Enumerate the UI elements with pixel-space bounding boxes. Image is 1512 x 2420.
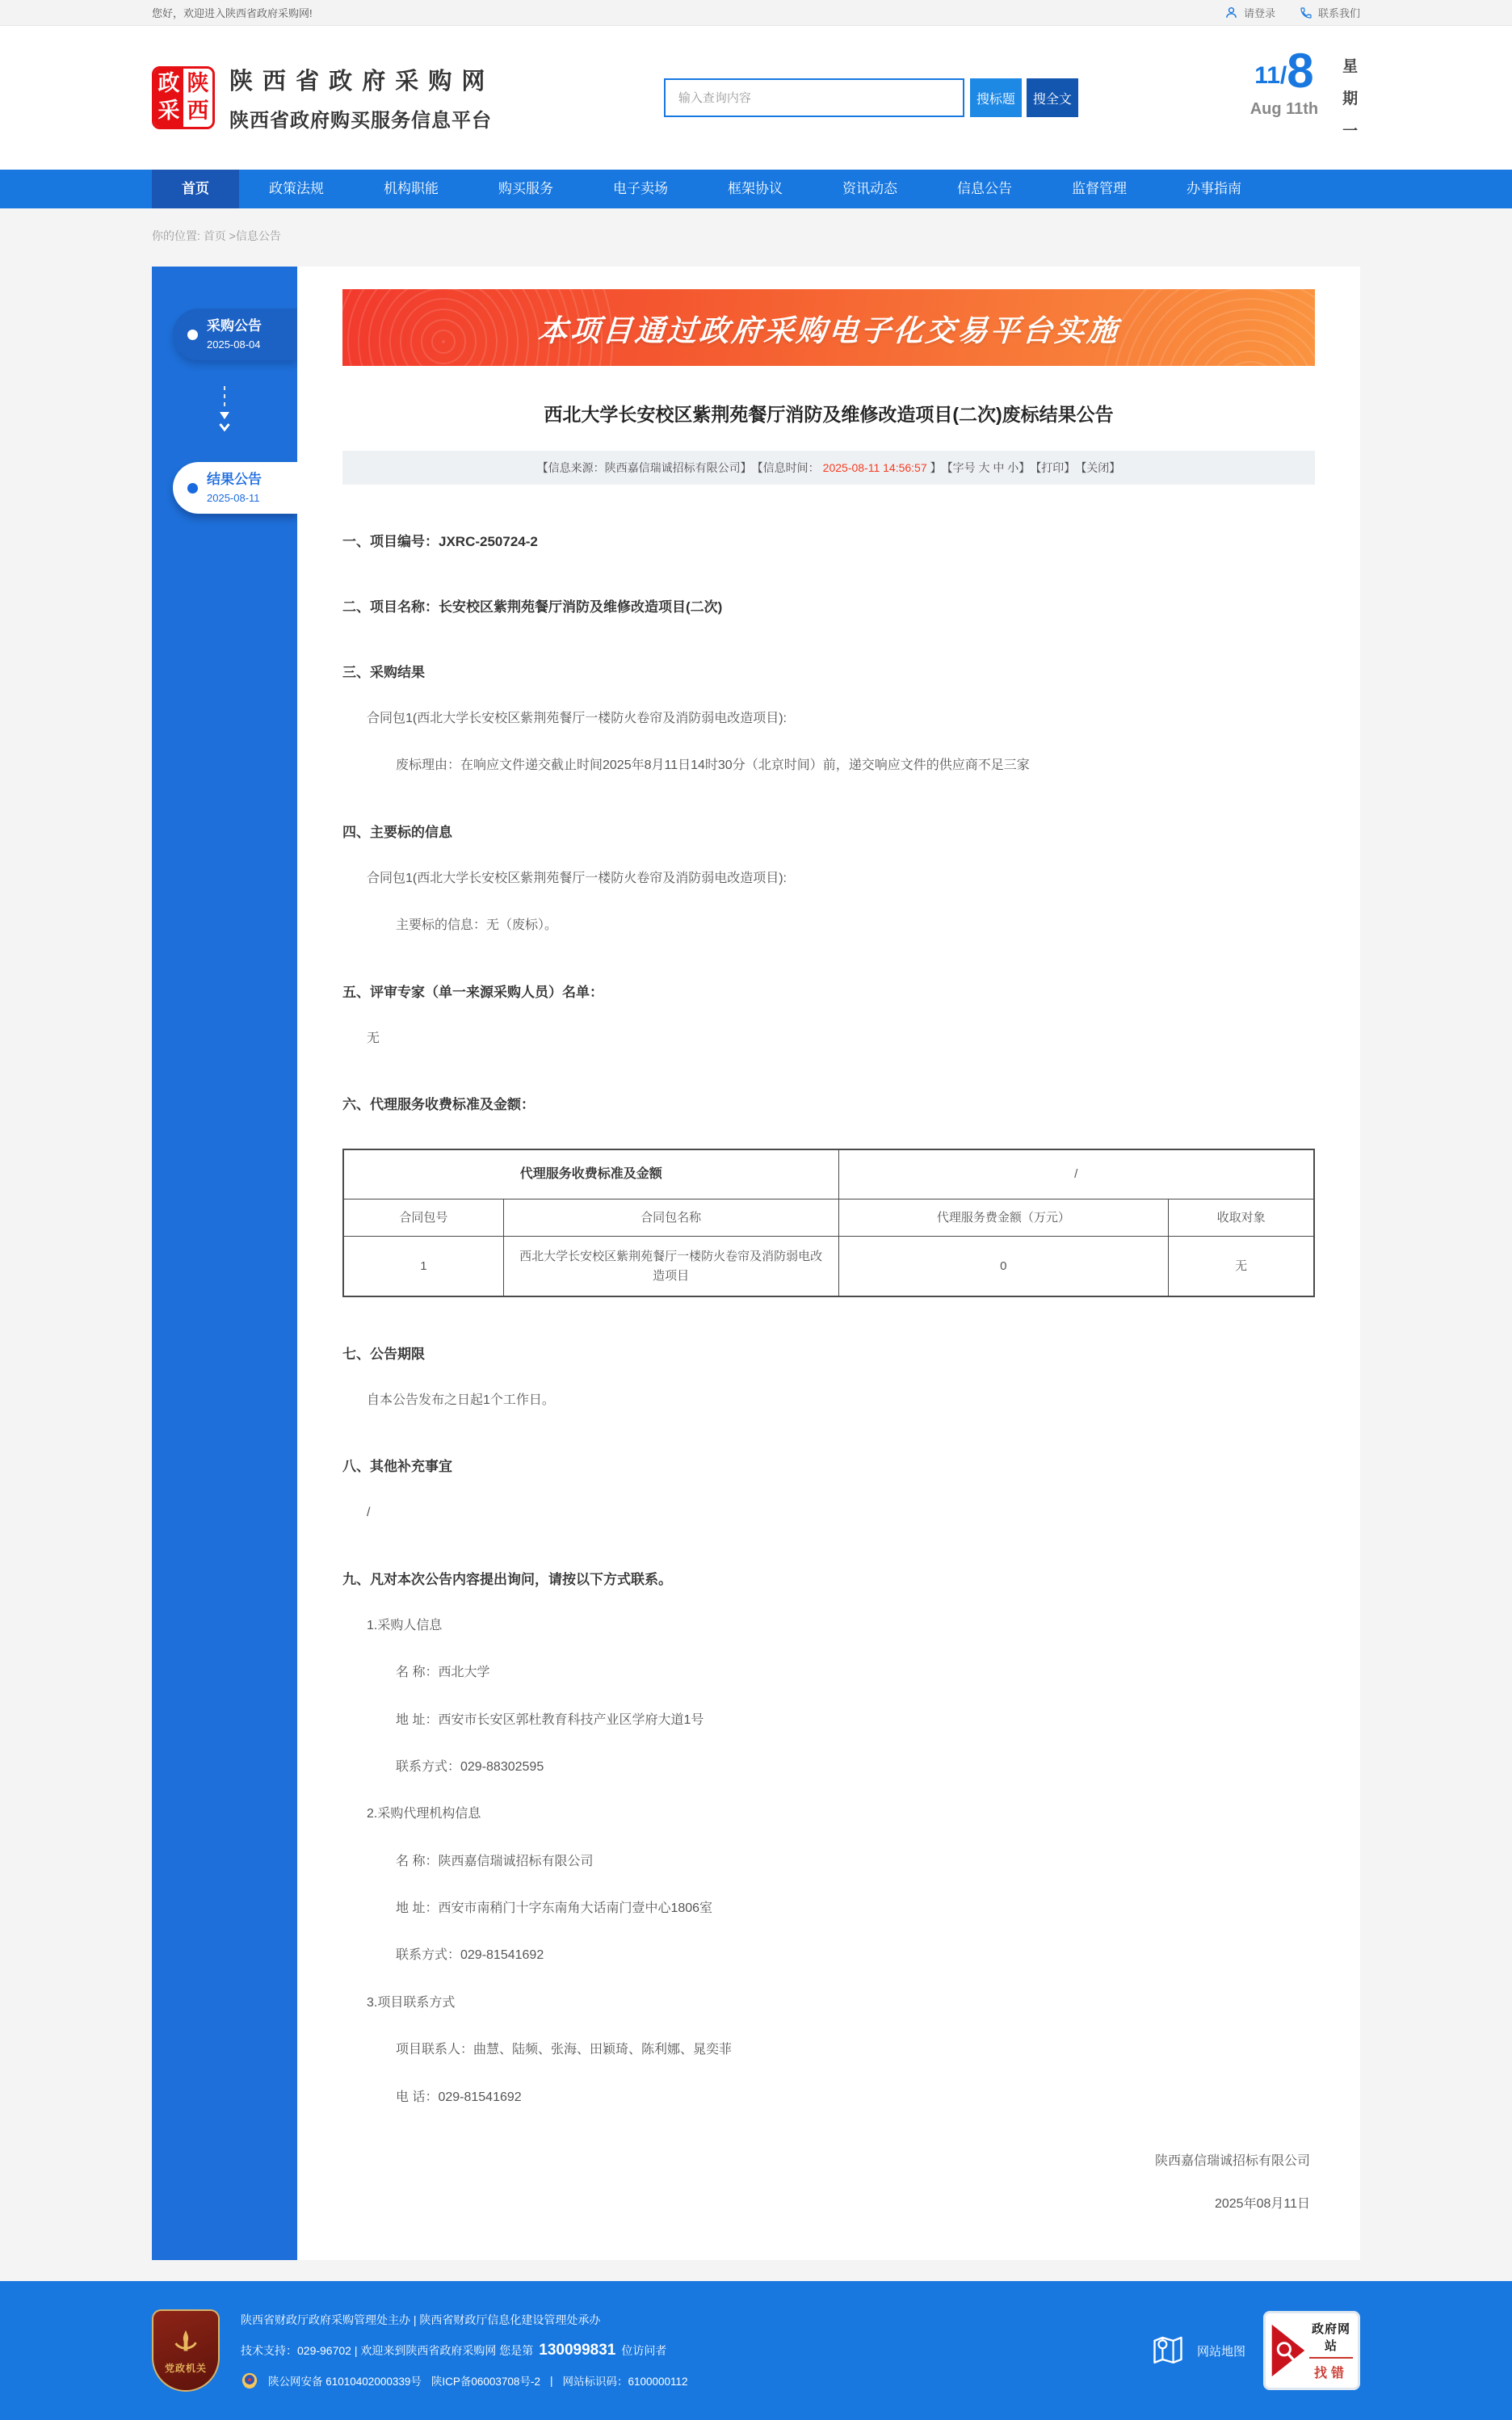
- timeline-sidebar: [152, 267, 297, 2260]
- table-header-package-no: 合同包号: [343, 1199, 503, 1237]
- section-9-heading: 九、凡对本次公告内容提出询问，请按以下方式联系。: [342, 1571, 672, 1587]
- agency-fee-table: [342, 1149, 1315, 1297]
- contact-line: 地 址：西安市长安区郭杜教育科技产业区学府大道1号: [396, 1712, 704, 1727]
- sidebar-item-result-notice[interactable]: [173, 462, 297, 514]
- search-bar: [664, 78, 1078, 117]
- breadcrumb: [152, 208, 1360, 267]
- phone-icon: [1300, 6, 1312, 19]
- nav-item-framework[interactable]: 框架协议: [728, 181, 783, 196]
- shield-label: 党政机关: [164, 2362, 207, 2374]
- contact-line: 联系方式：029-88302595: [396, 1759, 544, 1774]
- date-month: 11/: [1254, 62, 1287, 90]
- meta-timestamp: 2025-08-11 14:56:57: [822, 461, 927, 474]
- gov-site-error-report-badge[interactable]: [1263, 2311, 1360, 2390]
- meta-print-button[interactable]: 【打印】: [1030, 461, 1076, 474]
- breadcrumb-prefix: 你的位置:: [152, 229, 200, 242]
- table-header-fee-amount: 代理服务费金额（万元）: [838, 1199, 1169, 1237]
- contact-line: 名 称：陕西嘉信瑞诚招标有限公司: [396, 1854, 594, 1868]
- table-row: [343, 1237, 1314, 1296]
- signature-date: 2025年08月11日: [1214, 2197, 1310, 2212]
- section-8-heading: 八、其他补充事宜: [342, 1459, 452, 1475]
- contact-line: 联系方式：029-81541692: [396, 1948, 544, 1963]
- nav-item-guide[interactable]: 办事指南: [1186, 181, 1241, 196]
- site-subtitle: 陕西省政府购买服务信息平台: [229, 110, 492, 132]
- section-1-heading: 一、项目编号：JXRC-250724-2: [342, 534, 538, 549]
- section-2-heading: 二、项目名称：长安校区紫荆苑餐厅消防及维修改造项目(二次): [342, 599, 723, 615]
- footer-organizer-line: 陕西省财政厅政府采购管理处主办 | 陕西省财政厅信息化建设管理处承办: [241, 2313, 601, 2327]
- nav-item-announcements[interactable]: 信息公告: [957, 181, 1012, 196]
- sidebar-item-date: 2025-08-04: [207, 338, 261, 351]
- footer-support-text: 技术支持：029-96702 | 欢迎来到陕西省政府采购网 您是第: [241, 2344, 534, 2358]
- nav-item-news[interactable]: 资讯动态: [842, 181, 897, 196]
- sidebar-item-procurement-notice[interactable]: [173, 309, 297, 360]
- section-5-heading: 五、评审专家（单一来源采购人员）名单：: [342, 984, 603, 1000]
- search-input[interactable]: [664, 78, 964, 117]
- nav-item-purchase-service[interactable]: 购买服务: [498, 181, 553, 196]
- error-badge-title: 政府网站: [1309, 2320, 1353, 2359]
- sitemap-label: 网站地图: [1196, 2344, 1245, 2359]
- police-badge-icon: [241, 2372, 258, 2389]
- meta-close-button[interactable]: 【关闭】: [1075, 461, 1121, 474]
- breadcrumb-current[interactable]: 信息公告: [235, 229, 281, 242]
- date-widget: [1250, 44, 1360, 148]
- table-cell-fee-amount: 0: [838, 1237, 1169, 1296]
- brand: [152, 63, 492, 132]
- login-link[interactable]: [1224, 5, 1275, 20]
- date-day: 8: [1287, 44, 1314, 99]
- logo-char: 政: [158, 71, 180, 96]
- logo-char: 陕: [187, 71, 209, 96]
- table-cell-charged-party: 无: [1169, 1237, 1314, 1296]
- party-government-shield-icon: [152, 2309, 220, 2392]
- site-logo: [152, 66, 215, 129]
- public-security-filing[interactable]: 陕公网安备 61010402000339号: [268, 2376, 422, 2388]
- section-4-paragraph: 主要标的信息：无（废标）。: [396, 918, 558, 933]
- table-cell-package-name: 西北大学长安校区紫荆苑餐厅一楼防火卷帘及消防弱电改造项目: [503, 1237, 838, 1296]
- timeline-arrow-icon: [152, 384, 297, 438]
- filing-separator: |: [549, 2374, 553, 2387]
- search-title-button[interactable]: 搜标题: [970, 78, 1022, 117]
- bullet-dot-icon: [187, 483, 198, 494]
- meta-source: 【信息来源：陕西嘉信瑞诚招标有限公司】: [536, 461, 752, 474]
- logo-char: 采: [158, 99, 180, 123]
- article-panel: [297, 267, 1360, 2260]
- sitemap-link[interactable]: [1150, 2333, 1245, 2368]
- login-label: 请登录: [1243, 7, 1275, 19]
- section-8-paragraph: /: [367, 1506, 371, 1520]
- section-4-paragraph: 合同包1(西北大学长安校区紫荆苑餐厅一楼防火卷帘及消防弱电改造项目):: [367, 871, 788, 885]
- main-nav: [0, 170, 1512, 208]
- user-icon: [1224, 6, 1238, 19]
- section-6-heading: 六、代理服务收费标准及金额：: [342, 1096, 535, 1112]
- section-5-paragraph: 无: [367, 1031, 380, 1045]
- footer-visitor-suffix: 位访问者: [621, 2344, 667, 2358]
- footer: [0, 2281, 1512, 2420]
- bullet-dot-icon: [187, 330, 198, 340]
- table-header-charged-party: 收取对象: [1169, 1199, 1314, 1237]
- breadcrumb-separator: >: [229, 229, 236, 242]
- article-title: 西北大学长安校区紫荆苑餐厅消防及维修改造项目(二次)废标结果公告: [544, 404, 1114, 425]
- nav-item-emall[interactable]: 电子卖场: [613, 181, 668, 196]
- table-header-row: [343, 1199, 1314, 1237]
- section-3-paragraph: 废标理由：在响应文件递交截止时间2025年8月11日14时30分（北京时间）前，递交响应文件的供应商不足三家: [396, 758, 1030, 773]
- contact-line: 项目联系人：曲慧、陆频、张海、田颖琦、陈利娜、晁奕菲: [396, 2043, 733, 2057]
- meta-time-label: 【信息时间：: [751, 461, 820, 474]
- contact-group-title: 3.项目联系方式: [367, 1995, 456, 2010]
- section-3-heading: 三、采购结果: [342, 665, 425, 680]
- nav-item-functions[interactable]: 机构职能: [384, 181, 439, 196]
- date-english: Aug 11th: [1250, 100, 1319, 119]
- weekday-label: 星期一: [1342, 58, 1359, 140]
- sitemap-map-icon: [1150, 2333, 1186, 2368]
- shield-emblem-icon: [170, 2327, 201, 2359]
- article-meta-bar: [342, 451, 1315, 485]
- site-title: 陕 西 省 政 府 采 购 网: [229, 69, 487, 95]
- welcome-text: 您好，欢迎进入陕西省政府采购网!: [152, 7, 313, 19]
- banner-text: 本项目通过政府采购电子化交易平台实施: [536, 313, 1121, 347]
- table-header-package-name: 合同包名称: [503, 1199, 838, 1237]
- table-cell-package-no: 1: [343, 1237, 503, 1296]
- contact-line: 地 址：西安市南稍门十字东南角大话南门壹中心1806室: [396, 1901, 713, 1916]
- sidebar-item-label: 采购公告: [207, 318, 262, 334]
- platform-banner: [342, 289, 1315, 366]
- nav-item-home[interactable]: 首页: [152, 170, 239, 208]
- sidebar-item-date: 2025-08-11: [207, 491, 260, 504]
- contact-line: 电 话：029-81541692: [396, 2090, 522, 2104]
- meta-time-close: 】: [930, 461, 942, 474]
- header: [0, 26, 1512, 170]
- contact-group-title: 2.采购代理机构信息: [367, 1807, 481, 1821]
- section-3-paragraph: 合同包1(西北大学长安校区紫荆苑餐厅一楼防火卷帘及消防弱电改造项目):: [367, 712, 788, 725]
- breadcrumb-home-link[interactable]: 首页: [203, 229, 226, 242]
- contact-line: 名 称：西北大学: [396, 1666, 490, 1680]
- nav-item-supervision[interactable]: 监督管理: [1072, 181, 1127, 196]
- contact-group-title: 1.采购人信息: [367, 1618, 443, 1632]
- table-title-cell: 代理服务收费标准及金额: [343, 1149, 838, 1199]
- contact-label: 联系我们: [1317, 7, 1360, 19]
- meta-fontsize-control[interactable]: 【字号 大 中 小】: [941, 461, 1031, 474]
- sidebar-item-label: 结果公告: [207, 472, 262, 488]
- nav-item-policy[interactable]: 政策法规: [269, 181, 324, 196]
- logo-char: 西: [187, 99, 209, 123]
- search-fulltext-button[interactable]: 搜全文: [1027, 78, 1078, 117]
- error-report-icon: [1270, 2318, 1306, 2383]
- section-4-heading: 四、主要标的信息: [342, 824, 452, 840]
- signature-block: [342, 2150, 1315, 2212]
- signature-company: 陕西嘉信瑞诚招标有限公司: [1154, 2154, 1310, 2169]
- visitor-count: 130099831: [539, 2342, 616, 2359]
- topbar: [0, 0, 1512, 26]
- contact-link[interactable]: [1300, 5, 1360, 20]
- error-badge-subtitle: 找错: [1313, 2367, 1348, 2381]
- section-7-heading: 七、公告期限: [342, 1346, 425, 1362]
- table-title-value-cell: /: [838, 1149, 1314, 1199]
- section-7-paragraph: 自本公告发布之日起1个工作日。: [367, 1393, 555, 1407]
- icp-filing[interactable]: 陕ICP备06003708号-2: [430, 2376, 540, 2388]
- site-identification-code: 网站标识码：6100000112: [562, 2376, 688, 2388]
